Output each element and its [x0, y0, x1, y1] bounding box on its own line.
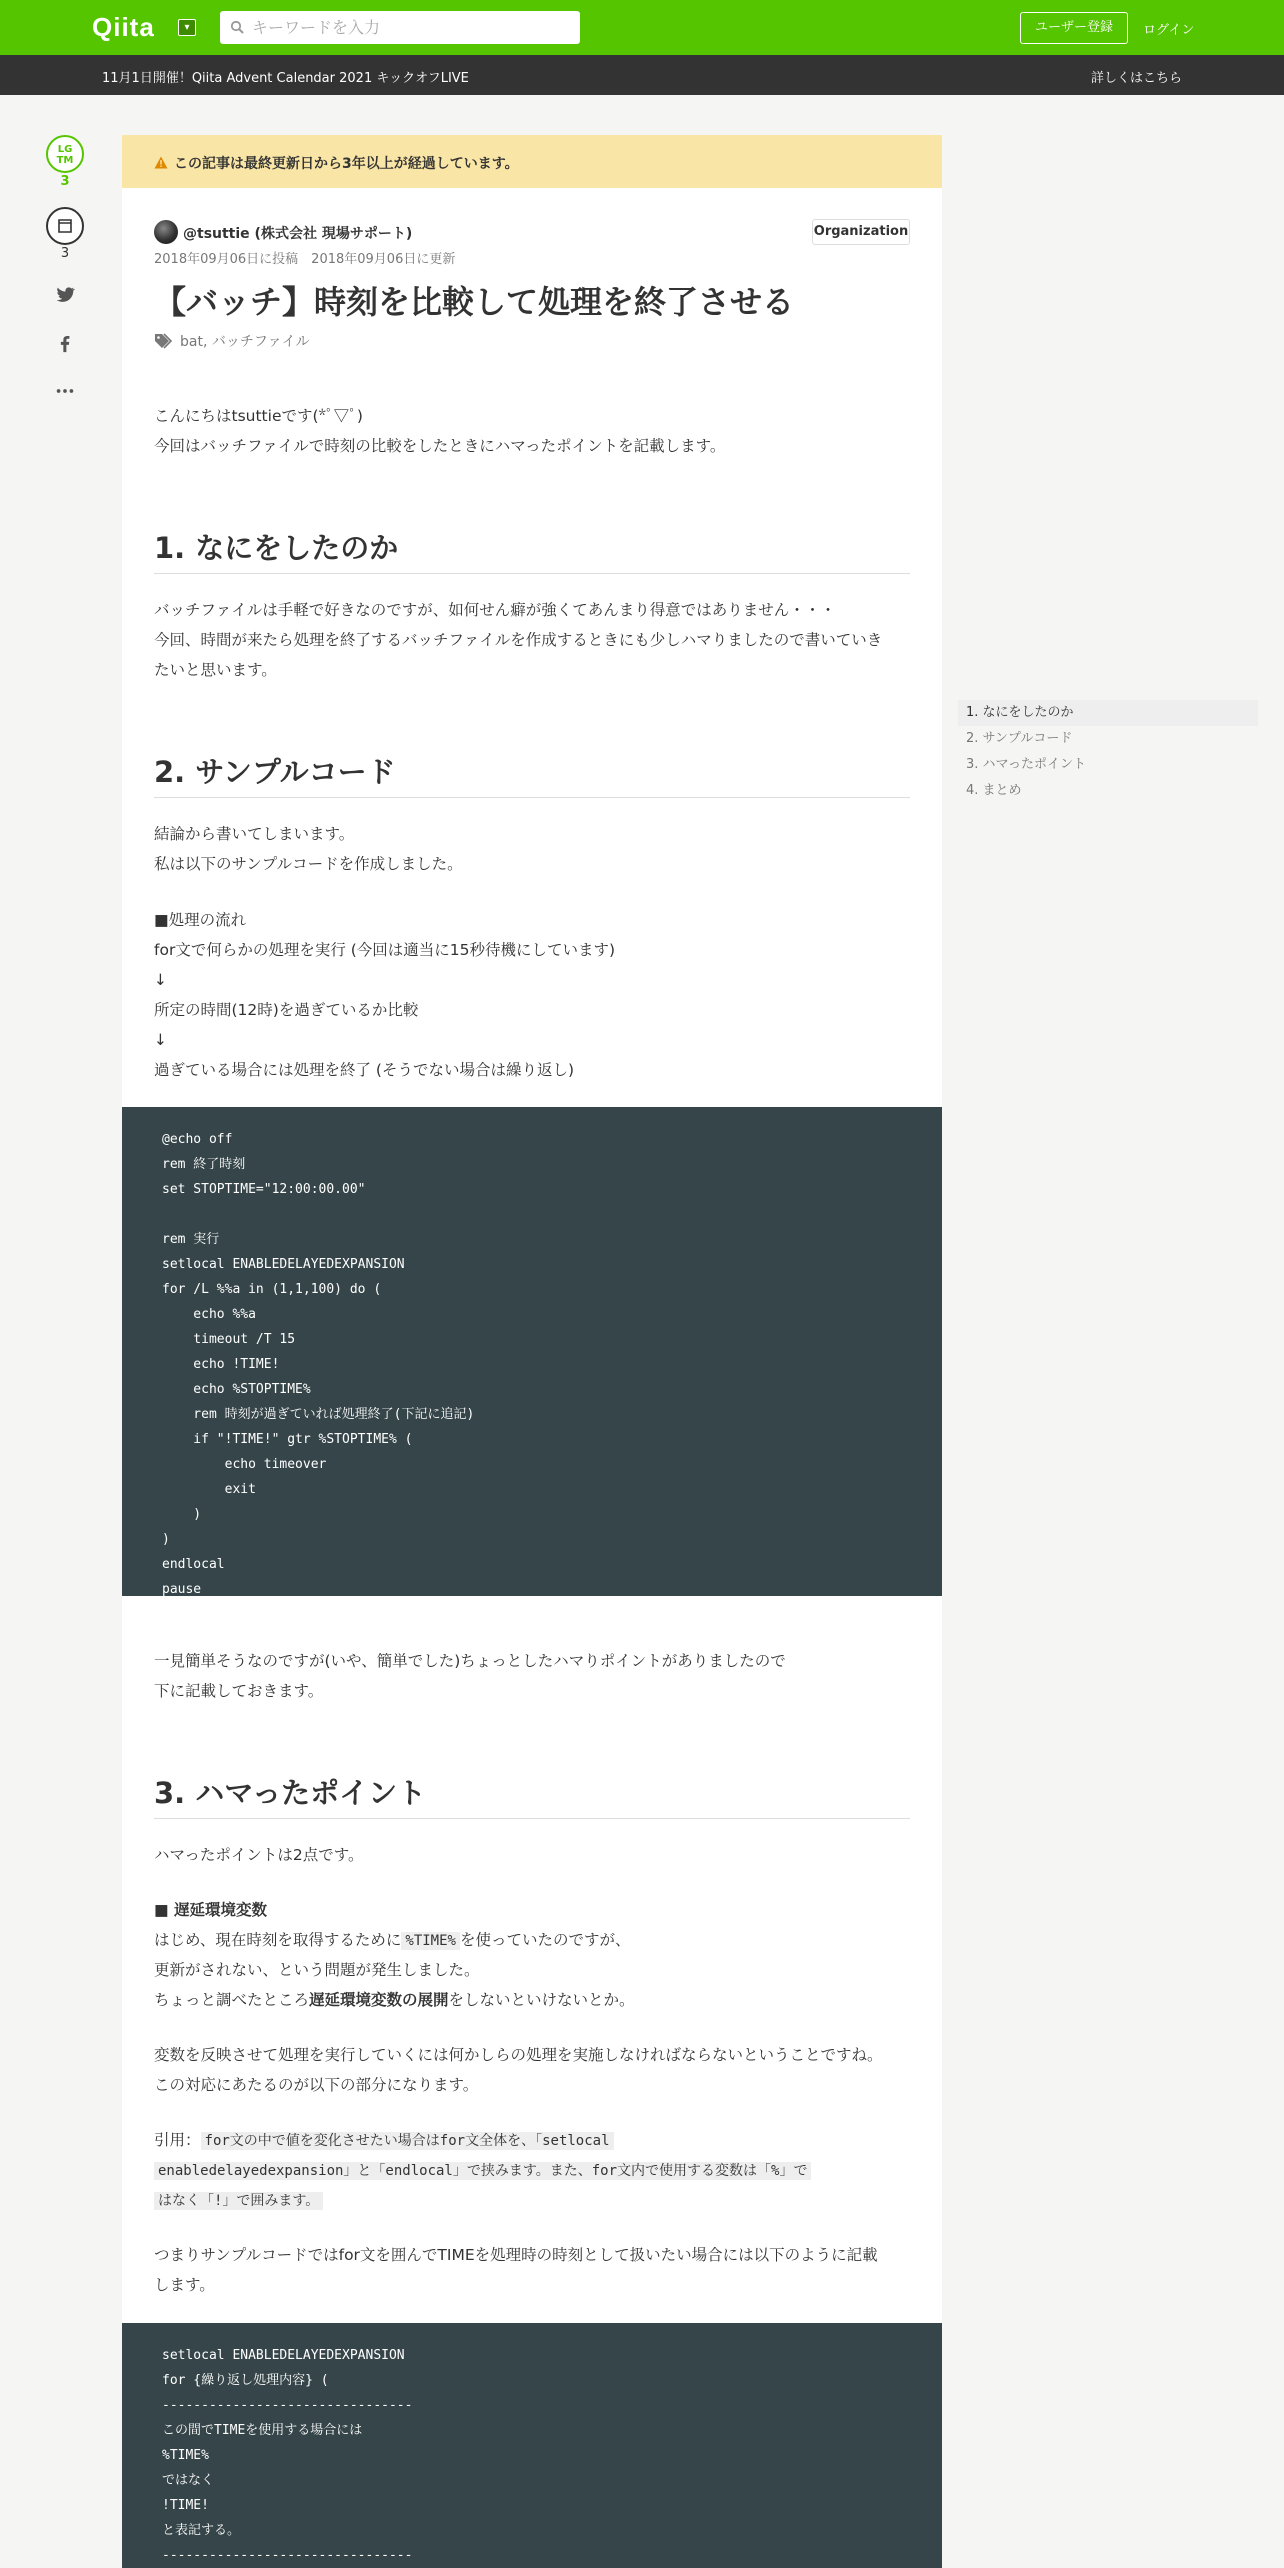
paragraph: この対応にあたるのが以下の部分になります。: [154, 2076, 479, 2094]
paragraph: します。: [154, 2276, 215, 2294]
quote-paragraph: はなく「!」で囲みます。: [154, 2185, 914, 2216]
toc-item[interactable]: 4. まとめ: [966, 783, 1022, 798]
paragraph: つまりサンプルコードではfor文を囲んでTIMEを処理時の時刻として扱いたい場合には以下のように記載: [154, 2246, 878, 2264]
heading-section-2: 2. サンプルコード: [154, 750, 910, 798]
lgtm-label: LG TM: [56, 144, 74, 166]
more-icon[interactable]: [54, 380, 76, 402]
paragraph: 今回はバッチファイルで時刻の比較をしたときにハマったポイントを記載します。: [154, 437, 726, 455]
quote-paragraph: 引用： for文の中で値を変化させたい場合はfor文全体を、「setlocal: [154, 2125, 914, 2156]
paragraph: たいと思います。: [154, 661, 277, 679]
paragraph: 下に記載しておきます。: [154, 1682, 324, 1700]
qiita-logo[interactable]: Qiita: [92, 12, 155, 42]
lgtm-button[interactable]: [46, 135, 84, 173]
signup-button[interactable]: ユーザー登録: [1020, 12, 1128, 44]
chevron-down-icon[interactable]: ▾: [178, 19, 196, 36]
code-block[interactable]: @echo off rem 終了時刻 set STOPTIME="12:00:00.00" rem 実行 setlocal ENABLEDELAYEDEXPANSION for /L %%a in (1,1,100) do ( echo %%a timeout /T 15 echo !TIME! echo %STOPTIME% rem 時刻が過ぎていれば処理終了(下記に追記) if "!TIME!" gtr %STOPTIME% ( echo timeover exit ) ) endlocal pause: [122, 1107, 942, 1596]
paragraph: ↓: [154, 971, 167, 989]
tags-text[interactable]: bat, バッチファイル: [180, 334, 310, 350]
article: [122, 135, 942, 2568]
toc-item[interactable]: 3. ハマったポイント: [966, 757, 1087, 772]
paragraph: for文で何らかの処理を実行 (今回は適当に15秒待機にしています): [154, 941, 616, 959]
twitter-icon[interactable]: [54, 284, 76, 306]
toc-item[interactable]: 2. サンプルコード: [966, 731, 1073, 746]
tags-icon: [154, 333, 174, 349]
search-icon: [230, 20, 244, 34]
paragraph: こんにちはtsuttieです(*ﾟ▽ﾟ): [154, 407, 363, 425]
stock-count: 3: [60, 246, 70, 261]
heading-section-1: 1. なにをしたのか: [154, 526, 910, 574]
organization-badge[interactable]: Organization: [812, 219, 910, 245]
avatar[interactable]: [154, 220, 178, 244]
paragraph: 今回、時間が来たら処理を終了するバッチファイルを作成するときにも少しハマりましたので書いていき: [154, 631, 883, 649]
search-input[interactable]: [252, 11, 572, 44]
quote-paragraph: enabledelayedexpansion」と「endlocal」で挟みます。また、for文内で使用する変数は「%」で: [154, 2155, 914, 2186]
facebook-icon[interactable]: [54, 332, 76, 354]
announcement-link[interactable]: 詳しくはこちら: [1091, 71, 1183, 86]
search-box: [220, 11, 580, 44]
heading-section-3: 3. ハマったポイント: [154, 1771, 910, 1819]
toc-item[interactable]: 1. なにをしたのか: [958, 700, 1258, 726]
post-dates: 2018年09月06日に投稿 2018年09月06日に更新: [154, 252, 456, 267]
paragraph: ↓: [154, 1031, 167, 1049]
announcement-bar: [0, 55, 1284, 95]
code-block[interactable]: setlocal ENABLEDELAYEDEXPANSION for {繰り返し処理内容} ( -------------------------------- この間でTIMEを使用する場合には %TIME% ではなく !TIME! と表記する。 --------------------------------: [122, 2323, 942, 2568]
subheading: ■ 遅延環境変数: [154, 1901, 268, 1919]
author-name[interactable]: @tsuttie (株式会社 現場サポート): [183, 226, 413, 242]
stock-icon: [57, 218, 73, 234]
page-title: 【バッチ】時刻を比較して処理を終了させる: [154, 283, 795, 321]
paragraph: はじめ、現在時刻を取得するために %TIME% を使っていたのですが、: [154, 1931, 631, 1949]
paragraph: 変数を反映させて処理を実行していくには何かしらの処理を実施しなければならないということですね。: [154, 2046, 883, 2064]
paragraph: 結論から書いてしまいます。: [154, 825, 355, 843]
paragraph: 所定の時間(12時)を過ぎているか比較: [154, 1001, 419, 1019]
paragraph: ちょっと調べたところ遅延環境変数の展開をしないといけないとか。: [154, 1991, 635, 2009]
table-of-contents: [958, 700, 1258, 804]
global-header: [0, 0, 1284, 55]
paragraph: 一見簡単そうなのですが(いや、簡単でした)ちょっとしたハマりポイントがありましたので: [154, 1652, 786, 1670]
paragraph: 過ぎている場合には処理を終了 (そうでない場合は繰り返し): [154, 1061, 575, 1079]
announcement-text[interactable]: 11月1日開催！Qiita Advent Calendar 2021 キックオフLIVE: [102, 71, 469, 86]
paragraph: バッチファイルは手軽で好きなのですが、如何せん癖が強くてあんまり得意ではありません・・・: [154, 601, 836, 619]
stock-button[interactable]: [46, 207, 84, 245]
paragraph: 更新がされない、という問題が発生しました。: [154, 1961, 480, 1979]
paragraph: 私は以下のサンプルコードを作成しました。: [154, 855, 463, 873]
tag-list: [154, 331, 310, 351]
inline-code: %TIME%: [401, 1932, 460, 1950]
notice-text: この記事は最終更新日から3年以上が経過しています。: [174, 156, 519, 172]
login-link[interactable]: ログイン: [1143, 23, 1195, 38]
outdated-notice: [122, 135, 942, 188]
warning-icon: [154, 156, 168, 169]
lgtm-count: 3: [60, 174, 70, 189]
paragraph: ハマったポイントは2点です。: [154, 1846, 364, 1864]
paragraph: ■処理の流れ: [154, 911, 247, 929]
